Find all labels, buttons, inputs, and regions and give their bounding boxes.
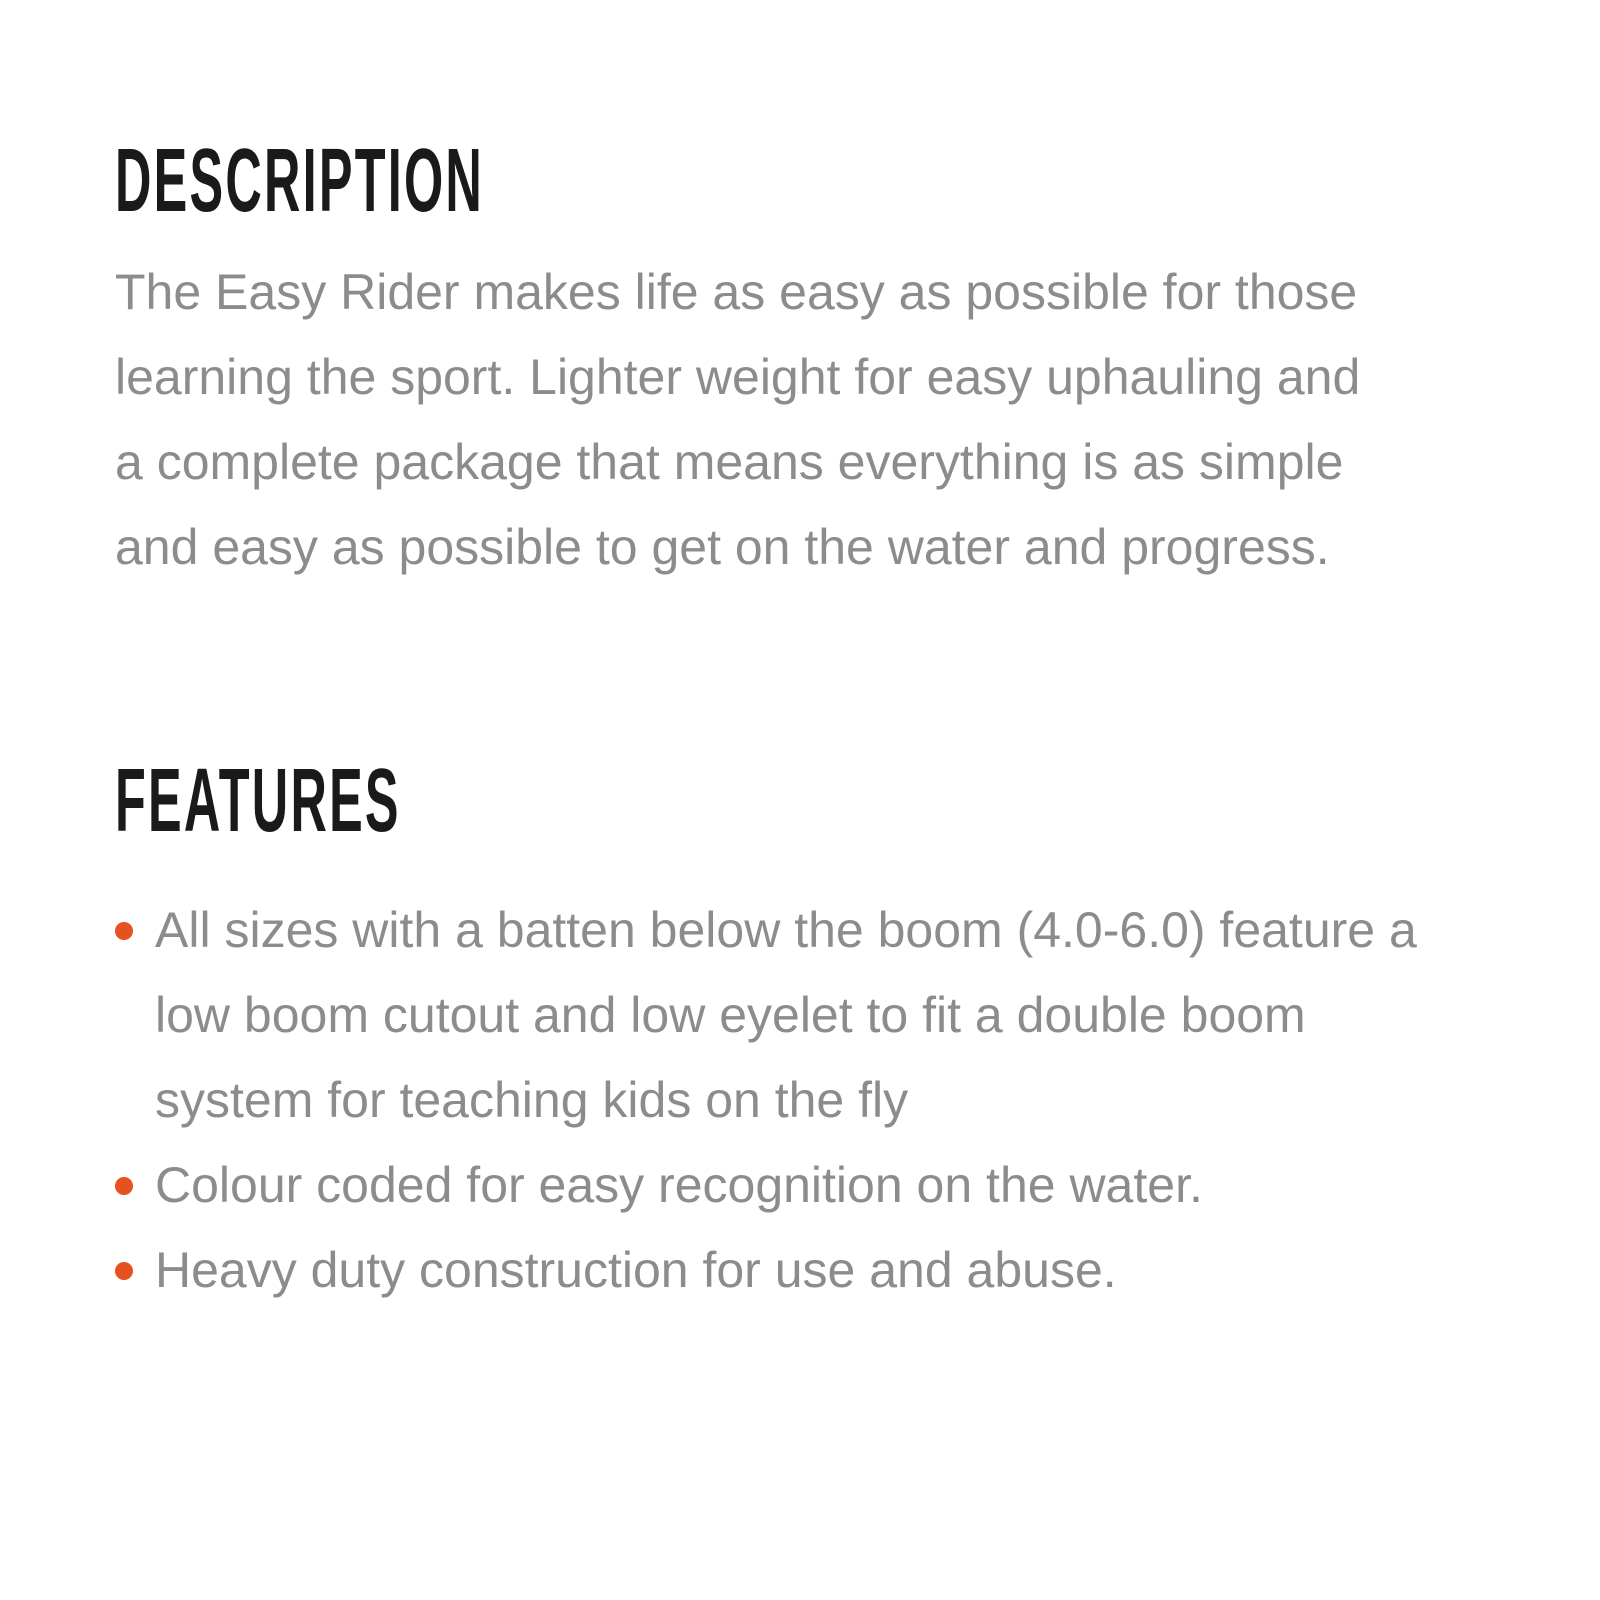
list-item xyxy=(115,1228,1435,1313)
list-item xyxy=(115,888,1435,1143)
description-paragraph: The Easy Rider makes life as easy as possible for those learning the sport. Lighter weight for easy uphauling and a complete package that means everything is as simple and easy as possible to get on the water and progress. xyxy=(115,264,1361,575)
bullet-icon xyxy=(115,1177,133,1195)
description-section xyxy=(115,131,1455,590)
features-heading: FEATURES xyxy=(115,751,401,851)
description-heading: DESCRIPTION xyxy=(115,131,485,231)
features-section xyxy=(115,751,1455,1313)
list-item-text: All sizes with a batten below the boom (4.0-6.0) feature a low boom cutout and low eyelet to fit a double boom system for teaching kids on the fly xyxy=(155,902,1417,1128)
list-item-text: Colour coded for easy recognition on the water. xyxy=(155,1157,1203,1213)
list-item-text: Heavy duty construction for use and abuse. xyxy=(155,1242,1117,1298)
list-item xyxy=(115,1143,1435,1228)
bullet-icon xyxy=(115,922,133,940)
features-list xyxy=(115,888,1435,1313)
bullet-icon xyxy=(115,1262,133,1280)
